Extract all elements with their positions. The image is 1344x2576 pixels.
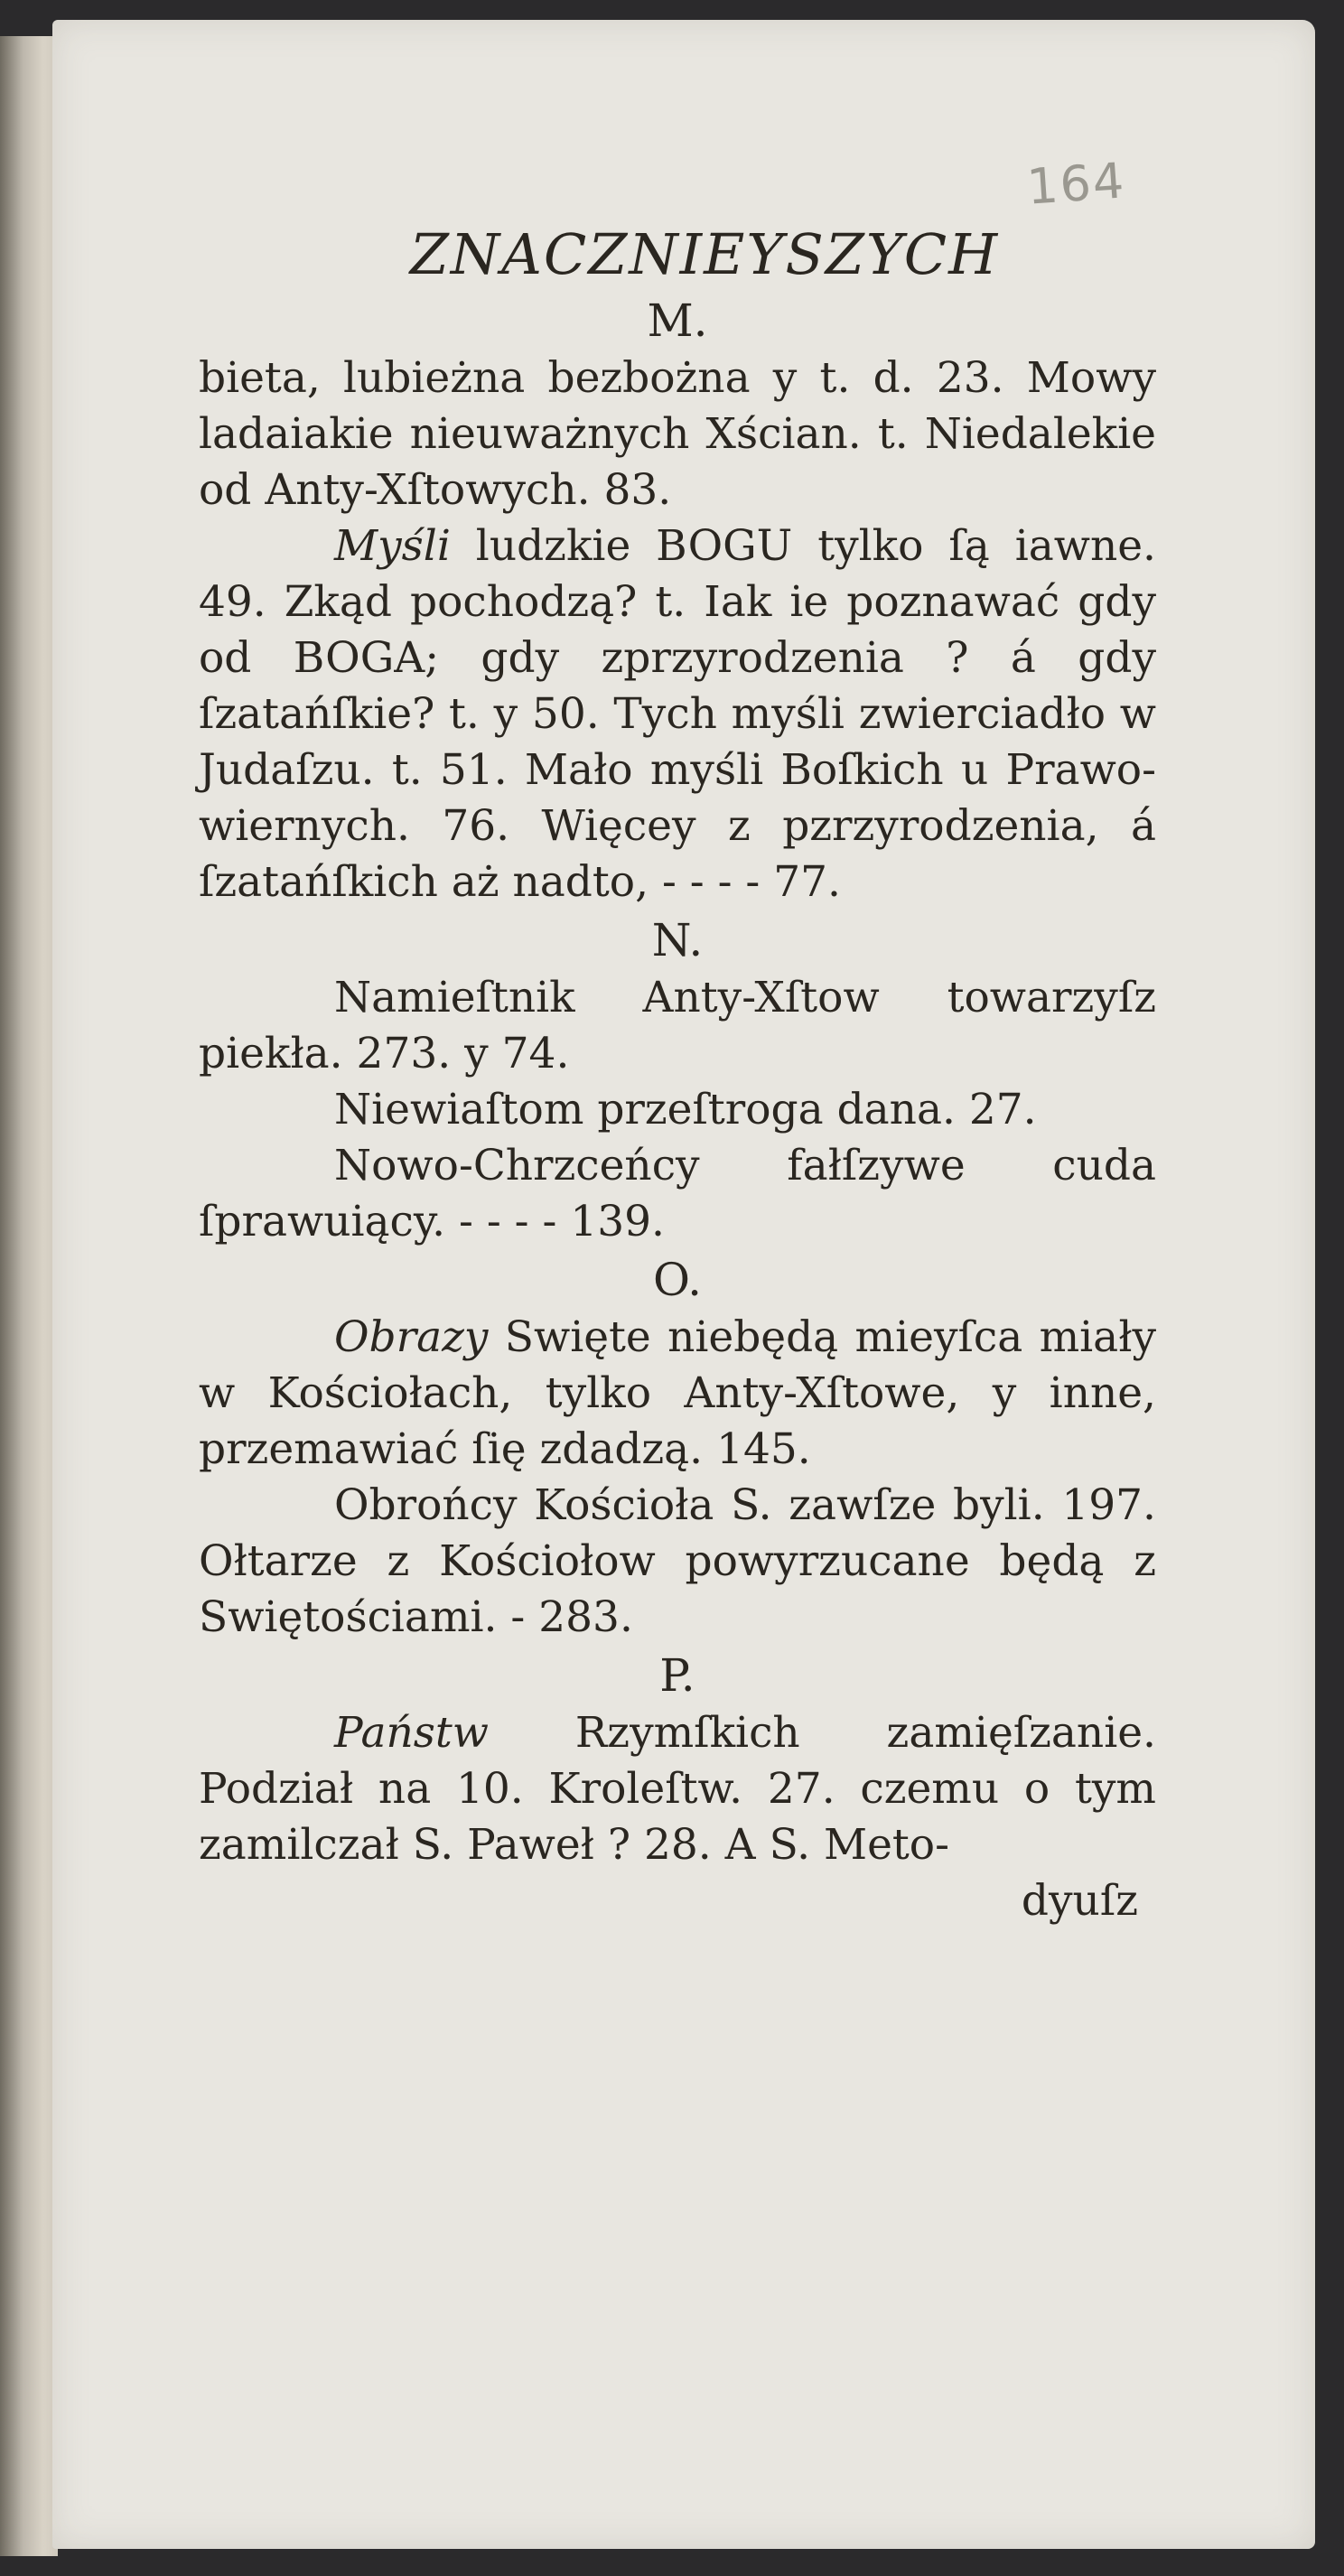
index-entry xyxy=(199,970,1156,1082)
entry-keyword: Myśli xyxy=(334,521,451,571)
running-head: ZNACZNIEYSZYCH xyxy=(409,221,1000,287)
page-content xyxy=(199,219,1156,1929)
section-letter: O. xyxy=(653,1254,702,1306)
facing-page-edge xyxy=(0,36,58,2556)
section-letter: M. xyxy=(647,294,708,347)
section-letter: P. xyxy=(659,1649,695,1702)
index-entry xyxy=(199,1138,1156,1250)
index-entry xyxy=(199,350,1156,518)
entry-text: Niewiaſtom przeſtroga dana. 27. xyxy=(334,1085,1037,1134)
index-entry xyxy=(199,1310,1156,1478)
entry-keyword: Obrazy xyxy=(334,1312,489,1362)
entry-text: Obrońcy Kościoła S. zawſze byli. 197. Ołtarze z Kościołow powyrzucane będą z Swiętościami. - 283. xyxy=(199,1480,1156,1642)
entry-text: bieta, lubieżna bezbożna y t. d. 23. Mowy ladaiakie nieuważnych Xścian. t. Niedalekie od Anty-Xſtowych. 83. xyxy=(199,353,1156,515)
index-entry xyxy=(199,1705,1156,1873)
entry-text: Nowo-Chrzceńcy fałſzywe cuda ſprawuiący. - - - - 139. xyxy=(199,1141,1156,1246)
index-entry xyxy=(199,1478,1156,1646)
entry-text: Rzymſkich zamięſzanie. Podział na 10. Kroleſtw. 27. czemu o tym zamilczał S. Paweł ? 28. A S. Meto- xyxy=(199,1708,1156,1870)
entry-keyword: Państw xyxy=(334,1708,490,1758)
entry-text: ludzkie BOGU tylko ſą iawne. 49. Zkąd pochodzą? t. Iak ie poznawać gdy od BOGA; gdy zprzyrodzenia ? á gdy ſzatańſkie? t. y 50. Tych myśli zwierciadło w Judaſzu. t. 51. Mało myśli Boſkich u Prawo-wiernych. 76. Więcey z pzrzyrodzenia, á ſzatańſkich aż nadto, - - - - 77. xyxy=(199,521,1156,907)
folio-number: 164 xyxy=(1024,152,1128,216)
section-letter: N. xyxy=(651,914,704,966)
index-entry xyxy=(199,518,1156,910)
catchword: dyuſz xyxy=(1021,1876,1138,1926)
index-entry xyxy=(199,1082,1156,1138)
entry-text: Swięte niebędą mieyſca miały w Kościołach, tylko Anty-Xſtowe, y inne, przemawiać ſię zdadzą. 145. xyxy=(199,1312,1156,1474)
book-page xyxy=(52,20,1315,2549)
entry-text: Namieſtnik Anty-Xſtow towarzyſz piekła. 273. y 74. xyxy=(199,973,1156,1078)
